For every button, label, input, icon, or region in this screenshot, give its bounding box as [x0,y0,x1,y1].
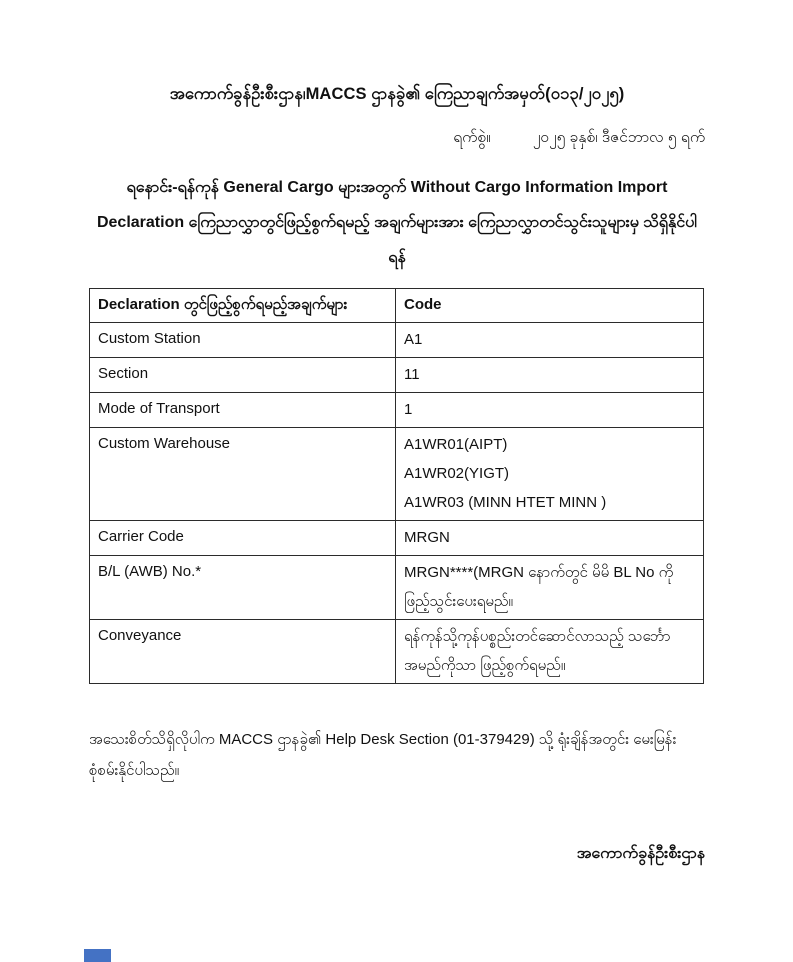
table-row [90,323,704,358]
table-row [90,521,704,556]
subject-heading: ရနောင်း-ရန်ကုန် General Cargo များအတွက် Without Cargo Information Import Declaration ကြေညာလွှာတွင်ဖြည့်စွက်ရမည့် အချက်များအား ကြေညာလွှာတင်သွင်းသူများမှ သိရှိနိုင်ပါရန် [96,179,698,266]
field-cell: B/L (AWB) No.* [90,556,396,620]
date-value: ၂၀၂၅ ခုနှစ်၊ ဒီဇင်ဘာလ ၅ ရက် [532,129,705,146]
table-row [90,393,704,428]
signature-line: အကောက်ခွန်ဦးစီးဌာန [576,845,705,862]
next-page-fragment [84,949,111,962]
date-line [89,127,705,149]
code-value: 1 [404,401,413,418]
code-cell [396,620,704,684]
code-cell [396,428,704,521]
table-header-row [90,289,704,323]
code-cell [396,521,704,556]
code-cell [396,556,704,620]
table-row [90,620,704,684]
code-value: A1WR02(YIGT) [404,465,510,482]
field-cell: Mode of Transport [90,393,396,428]
table-row [90,556,704,620]
code-value: A1 [404,331,423,348]
column-header-field: Declaration တွင်ဖြည့်စွက်ရမည့်အချက်များ [90,289,396,323]
code-value: A1WR01(AIPT) [404,436,508,453]
contact-note: အသေးစိတ်သိရှိလိုပါက MACCS ဌာနခွဲ၏ Help Desk Section (01-379429) သို့ ရုံးချိန်အတွင်း မေးမြန်းစုံစမ်းနိုင်ပါသည်။ [89,731,677,779]
field-cell: Conveyance [90,620,396,684]
code-cell [396,358,704,393]
field-cell: Section [90,358,396,393]
code-value: ရန်ကုန်သို့ကုန်ပစ္စည်းတင်ဆောင်လာသည့် သင်္ဘောအမည်ကိုသာ ဖြည့်စွက်ရမည်။ [404,628,671,674]
column-header-code: Code [396,289,704,323]
table-row [90,358,704,393]
code-value: MRGN****(MRGN နောက်တွင် မိမိ BL No ကို ဖြည့်သွင်းပေးရမည်။ [404,564,674,610]
field-cell: Custom Station [90,323,396,358]
code-value: A1WR03 (MINN HTET MINN ) [404,494,607,511]
code-value: 11 [404,366,420,383]
declaration-table [89,288,704,684]
table-row [90,428,704,521]
date-label: ရက်စွဲ။ [453,129,491,146]
code-cell [396,393,704,428]
field-cell: Carrier Code [90,521,396,556]
code-cell [396,323,704,358]
code-value: MRGN [404,529,450,546]
page-title: အကောက်ခွန်ဦးစီးဌာန၊MACCS ဌာနခွဲ၏ ကြေညာချက်အမှတ်(၀၁၃/၂၀၂၅) [169,85,625,103]
field-cell: Custom Warehouse [90,428,396,521]
